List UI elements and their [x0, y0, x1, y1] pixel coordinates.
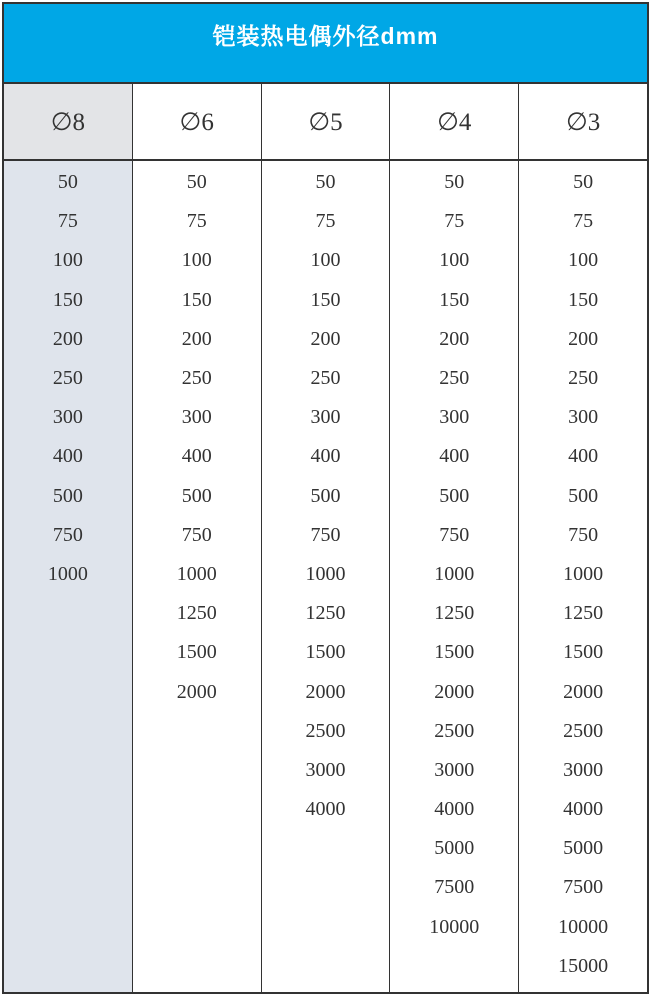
value-cell: 500: [310, 484, 341, 507]
value-cell: 5000: [563, 837, 604, 860]
value-cell: 500: [181, 484, 212, 507]
value-cell: 400: [181, 445, 212, 468]
table-title: 铠装热电偶外径dmm: [212, 23, 439, 49]
value-cell: 1250: [434, 602, 475, 625]
value-cell: 75: [573, 210, 594, 233]
column-header-d8: ∅8: [4, 84, 133, 159]
table-title-band: [4, 4, 647, 84]
value-cell: 50: [57, 171, 78, 194]
value-cell: 150: [310, 288, 341, 311]
value-cell: 75: [444, 210, 465, 233]
value-cell: 400: [52, 445, 83, 468]
value-cell: 4000: [434, 798, 475, 821]
value-cell: 200: [568, 327, 599, 350]
value-cell: 10000: [429, 915, 480, 938]
value-cell: 75: [315, 210, 336, 233]
value-cell: 2500: [305, 719, 346, 742]
value-cell: 3000: [434, 758, 475, 781]
value-cell: 300: [310, 406, 341, 429]
value-cell: 300: [568, 406, 599, 429]
value-cell: 150: [52, 288, 83, 311]
column-values-d5: [262, 161, 391, 992]
value-cell: 750: [310, 523, 341, 546]
value-cell: 750: [52, 523, 83, 546]
value-cell: 10000: [558, 915, 609, 938]
column-header-d6: ∅6: [133, 84, 262, 159]
thermocouple-diameter-table: [2, 2, 649, 994]
value-cell: 100: [439, 249, 470, 272]
value-cell: 300: [52, 406, 83, 429]
column-header-d3: ∅3: [519, 84, 647, 159]
value-cell: 2000: [176, 680, 217, 703]
value-cell: 100: [181, 249, 212, 272]
value-cell: 150: [181, 288, 212, 311]
value-cell: 250: [310, 367, 341, 390]
value-cell: 1000: [305, 562, 346, 585]
value-cell: 500: [568, 484, 599, 507]
value-cell: 1250: [176, 602, 217, 625]
value-cell: 200: [439, 327, 470, 350]
column-values-d6: [133, 161, 262, 992]
value-cell: 400: [310, 445, 341, 468]
value-cell: 100: [52, 249, 83, 272]
value-cell: 150: [568, 288, 599, 311]
value-cell: 1000: [434, 562, 475, 585]
value-cell: 400: [439, 445, 470, 468]
value-cell: 1000: [47, 562, 88, 585]
value-cell: 150: [439, 288, 470, 311]
column-header-row: [4, 84, 647, 161]
value-cell: 3000: [563, 758, 604, 781]
value-cell: 500: [439, 484, 470, 507]
value-cell: 7500: [563, 876, 604, 899]
value-cell: 1000: [176, 562, 217, 585]
value-cell: 250: [568, 367, 599, 390]
value-cell: 750: [439, 523, 470, 546]
value-cell: 1500: [563, 641, 604, 664]
value-cell: 750: [181, 523, 212, 546]
value-cell: 200: [310, 327, 341, 350]
value-cell: 4000: [563, 798, 604, 821]
value-cell: 300: [439, 406, 470, 429]
column-values-d3: [519, 161, 647, 992]
value-cell: 1000: [563, 562, 604, 585]
value-cell: 2000: [305, 680, 346, 703]
value-cell: 1250: [563, 602, 604, 625]
value-cell: 2500: [563, 719, 604, 742]
value-cell: 7500: [434, 876, 475, 899]
value-cell: 250: [439, 367, 470, 390]
value-cell: 200: [181, 327, 212, 350]
table-body: [4, 161, 647, 992]
value-cell: 100: [310, 249, 341, 272]
column-header-d4: ∅4: [390, 84, 519, 159]
value-cell: 250: [181, 367, 212, 390]
value-cell: 4000: [305, 798, 346, 821]
value-cell: 50: [573, 171, 594, 194]
value-cell: 2500: [434, 719, 475, 742]
value-cell: 100: [568, 249, 599, 272]
value-cell: 5000: [434, 837, 475, 860]
value-cell: 15000: [558, 954, 609, 977]
value-cell: 300: [181, 406, 212, 429]
value-cell: 200: [52, 327, 83, 350]
column-values-d4: [390, 161, 519, 992]
value-cell: 750: [568, 523, 599, 546]
value-cell: 50: [186, 171, 207, 194]
value-cell: 1500: [434, 641, 475, 664]
value-cell: 75: [186, 210, 207, 233]
value-cell: 1250: [305, 602, 346, 625]
value-cell: 2000: [434, 680, 475, 703]
value-cell: 500: [52, 484, 83, 507]
value-cell: 50: [444, 171, 465, 194]
value-cell: 50: [315, 171, 336, 194]
value-cell: 3000: [305, 758, 346, 781]
value-cell: 2000: [563, 680, 604, 703]
value-cell: 75: [57, 210, 78, 233]
value-cell: 250: [52, 367, 83, 390]
value-cell: 1500: [176, 641, 217, 664]
column-values-d8: [4, 161, 133, 992]
value-cell: 1500: [305, 641, 346, 664]
value-cell: 400: [568, 445, 599, 468]
column-header-d5: ∅5: [262, 84, 391, 159]
